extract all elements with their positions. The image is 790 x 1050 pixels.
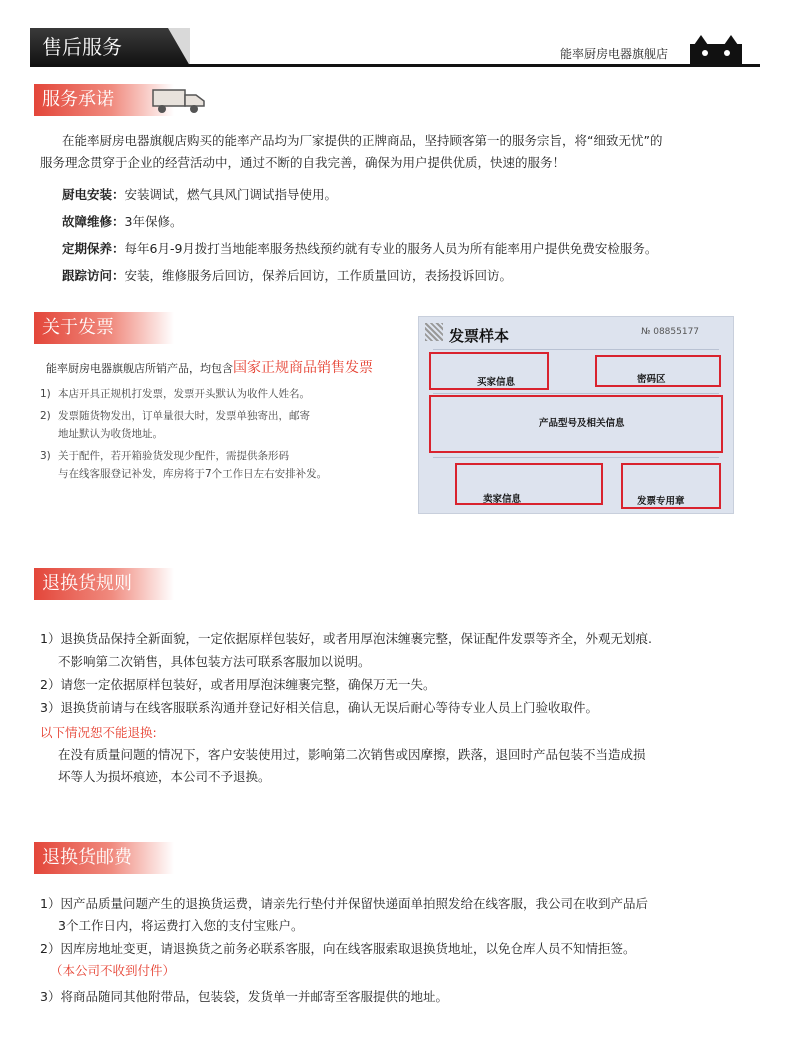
header-tab (30, 28, 190, 66)
service-item-label: 故障维修： (62, 214, 125, 229)
qr-code-icon (425, 323, 443, 341)
invoice-note-number: 2) (40, 410, 51, 422)
service-intro-line1: 在能率厨房电器旗舰店购买的能率产品均为厂家提供的正牌商品，坚持顾客第一的服务宗旨，将“细致无忧”的 (62, 133, 663, 148)
returns-rule-1a: 1）退换货品保持全新面貌，一定依据原样包装好，或者用厚泡沫缠裹完整，保证配件发票等齐全，外观无划痕. (40, 631, 652, 646)
section-title-service: 服务承诺 (34, 84, 174, 116)
invoice-note-2a: 发票随货物发出，订单量很大时，发票单独寄出，邮寄 (58, 410, 310, 422)
invoice-sample-title: 发票样本 (449, 327, 510, 345)
shop-name: 能率厨房电器旗舰店 (560, 47, 669, 61)
invoice-note-3b: 与在线客服登记补发，库房将于7个工作日左右安排补发。 (58, 468, 328, 480)
service-item-text: 安装，维修服务后回访，保养后回访，工作质量回访，表扬投诉回访。 (124, 268, 513, 283)
returns-rule-2: 2）请您一定依据原样包装好，或者用厚泡沫缠裹完整，确保万无一失。 (40, 677, 436, 692)
product-info-label: 产品型号及相关信息 (539, 418, 625, 429)
returns-warning-title: 以下情况恕不能退换: (40, 725, 157, 740)
seller-info-box (455, 463, 603, 505)
invoice-note-number: 1) (40, 388, 51, 400)
service-item (62, 184, 337, 206)
service-item-label: 定期保养： (62, 241, 125, 256)
shipping-rule-1a: 1）因产品质量问题产生的退换货运费，请亲先行垫付并保留快递面单拍照发给在线客服，我公司在收到产品后 (40, 896, 648, 911)
section-title-shipping: 退换货邮费 (34, 842, 174, 874)
invoice-sample-image (418, 316, 734, 514)
service-item-text: 每年6月-9月拨打当地能率服务热线预约就有专业的服务人员为所有能率用户提供免费安检服务。 (124, 241, 658, 256)
shipping-rule-2: 2）因库房地址变更，请退换货之前务必联系客服，向在线客服索取退换货地址，以免仓库人员不知情拒签。 (40, 941, 636, 956)
service-item (62, 211, 182, 233)
section-title-invoice: 关于发票 (34, 312, 174, 344)
invoice-stamp-label: 发票专用章 (637, 496, 685, 507)
service-item (62, 265, 512, 287)
service-item-label: 跟踪访问： (62, 268, 125, 283)
password-area-label: 密码区 (637, 374, 666, 385)
returns-rule-1b: 不影响第二次销售，具体包装方法可联系客服加以说明。 (58, 654, 371, 669)
service-item-text: 3年保修。 (124, 214, 183, 229)
tmall-cat-icon (690, 44, 742, 64)
returns-rule-3: 3）退换货前请与在线客服联系沟通并登记好相关信息，确认无误后耐心等待专业人员上门验收取件。 (40, 700, 598, 715)
invoice-lead (46, 357, 373, 380)
buyer-info-label: 买家信息 (477, 377, 516, 388)
invoice-lead-highlight: 国家正规商品销售发票 (233, 360, 373, 376)
invoice-sample-number: № 08855177 (641, 327, 700, 337)
shipping-rule-2-note: （本公司不收到付件） (50, 963, 176, 978)
service-item-label: 厨电安装： (62, 187, 125, 202)
section-title-returns: 退换货规则 (34, 568, 174, 600)
header-tab-title: 售后服务 (42, 35, 122, 59)
service-item-text: 安装调试，燃气具风门调试指导使用。 (124, 187, 338, 202)
service-intro-line2: 服务理念贯穿于企业的经营活动中，通过不断的自我完善，确保为用户提供优质，快速的服务！ (40, 155, 566, 170)
shipping-rule-1b: 3个工作日内，将运费打入您的支付宝账户。 (58, 918, 304, 933)
returns-warning-a: 在没有质量问题的情况下，客户安装使用过，影响第二次销售或因摩擦，跌落，退回时产品包装不当造成损 (58, 747, 646, 762)
invoice-note-2b: 地址默认为收货地址。 (58, 428, 163, 440)
shipping-rule-3: 3）将商品随同其他附带品，包装袋，发货单一并邮寄至客服提供的地址。 (40, 989, 448, 1004)
seller-info-label: 卖家信息 (483, 494, 522, 505)
service-item (62, 238, 657, 260)
invoice-note-1: 本店开具正规机打发票，发票开头默认为收件人姓名。 (58, 388, 310, 400)
invoice-note-3a: 关于配件，若开箱验货发现少配件，需提供条形码 (58, 450, 289, 462)
truck-icon (152, 88, 206, 114)
returns-warning-b: 坏等人为损坏痕迹，本公司不予退换。 (58, 769, 271, 784)
header-divider (30, 64, 760, 67)
invoice-note-number: 3) (40, 450, 51, 462)
invoice-lead-text: 能率厨房电器旗舰店所销产品，均包含 (46, 362, 233, 375)
